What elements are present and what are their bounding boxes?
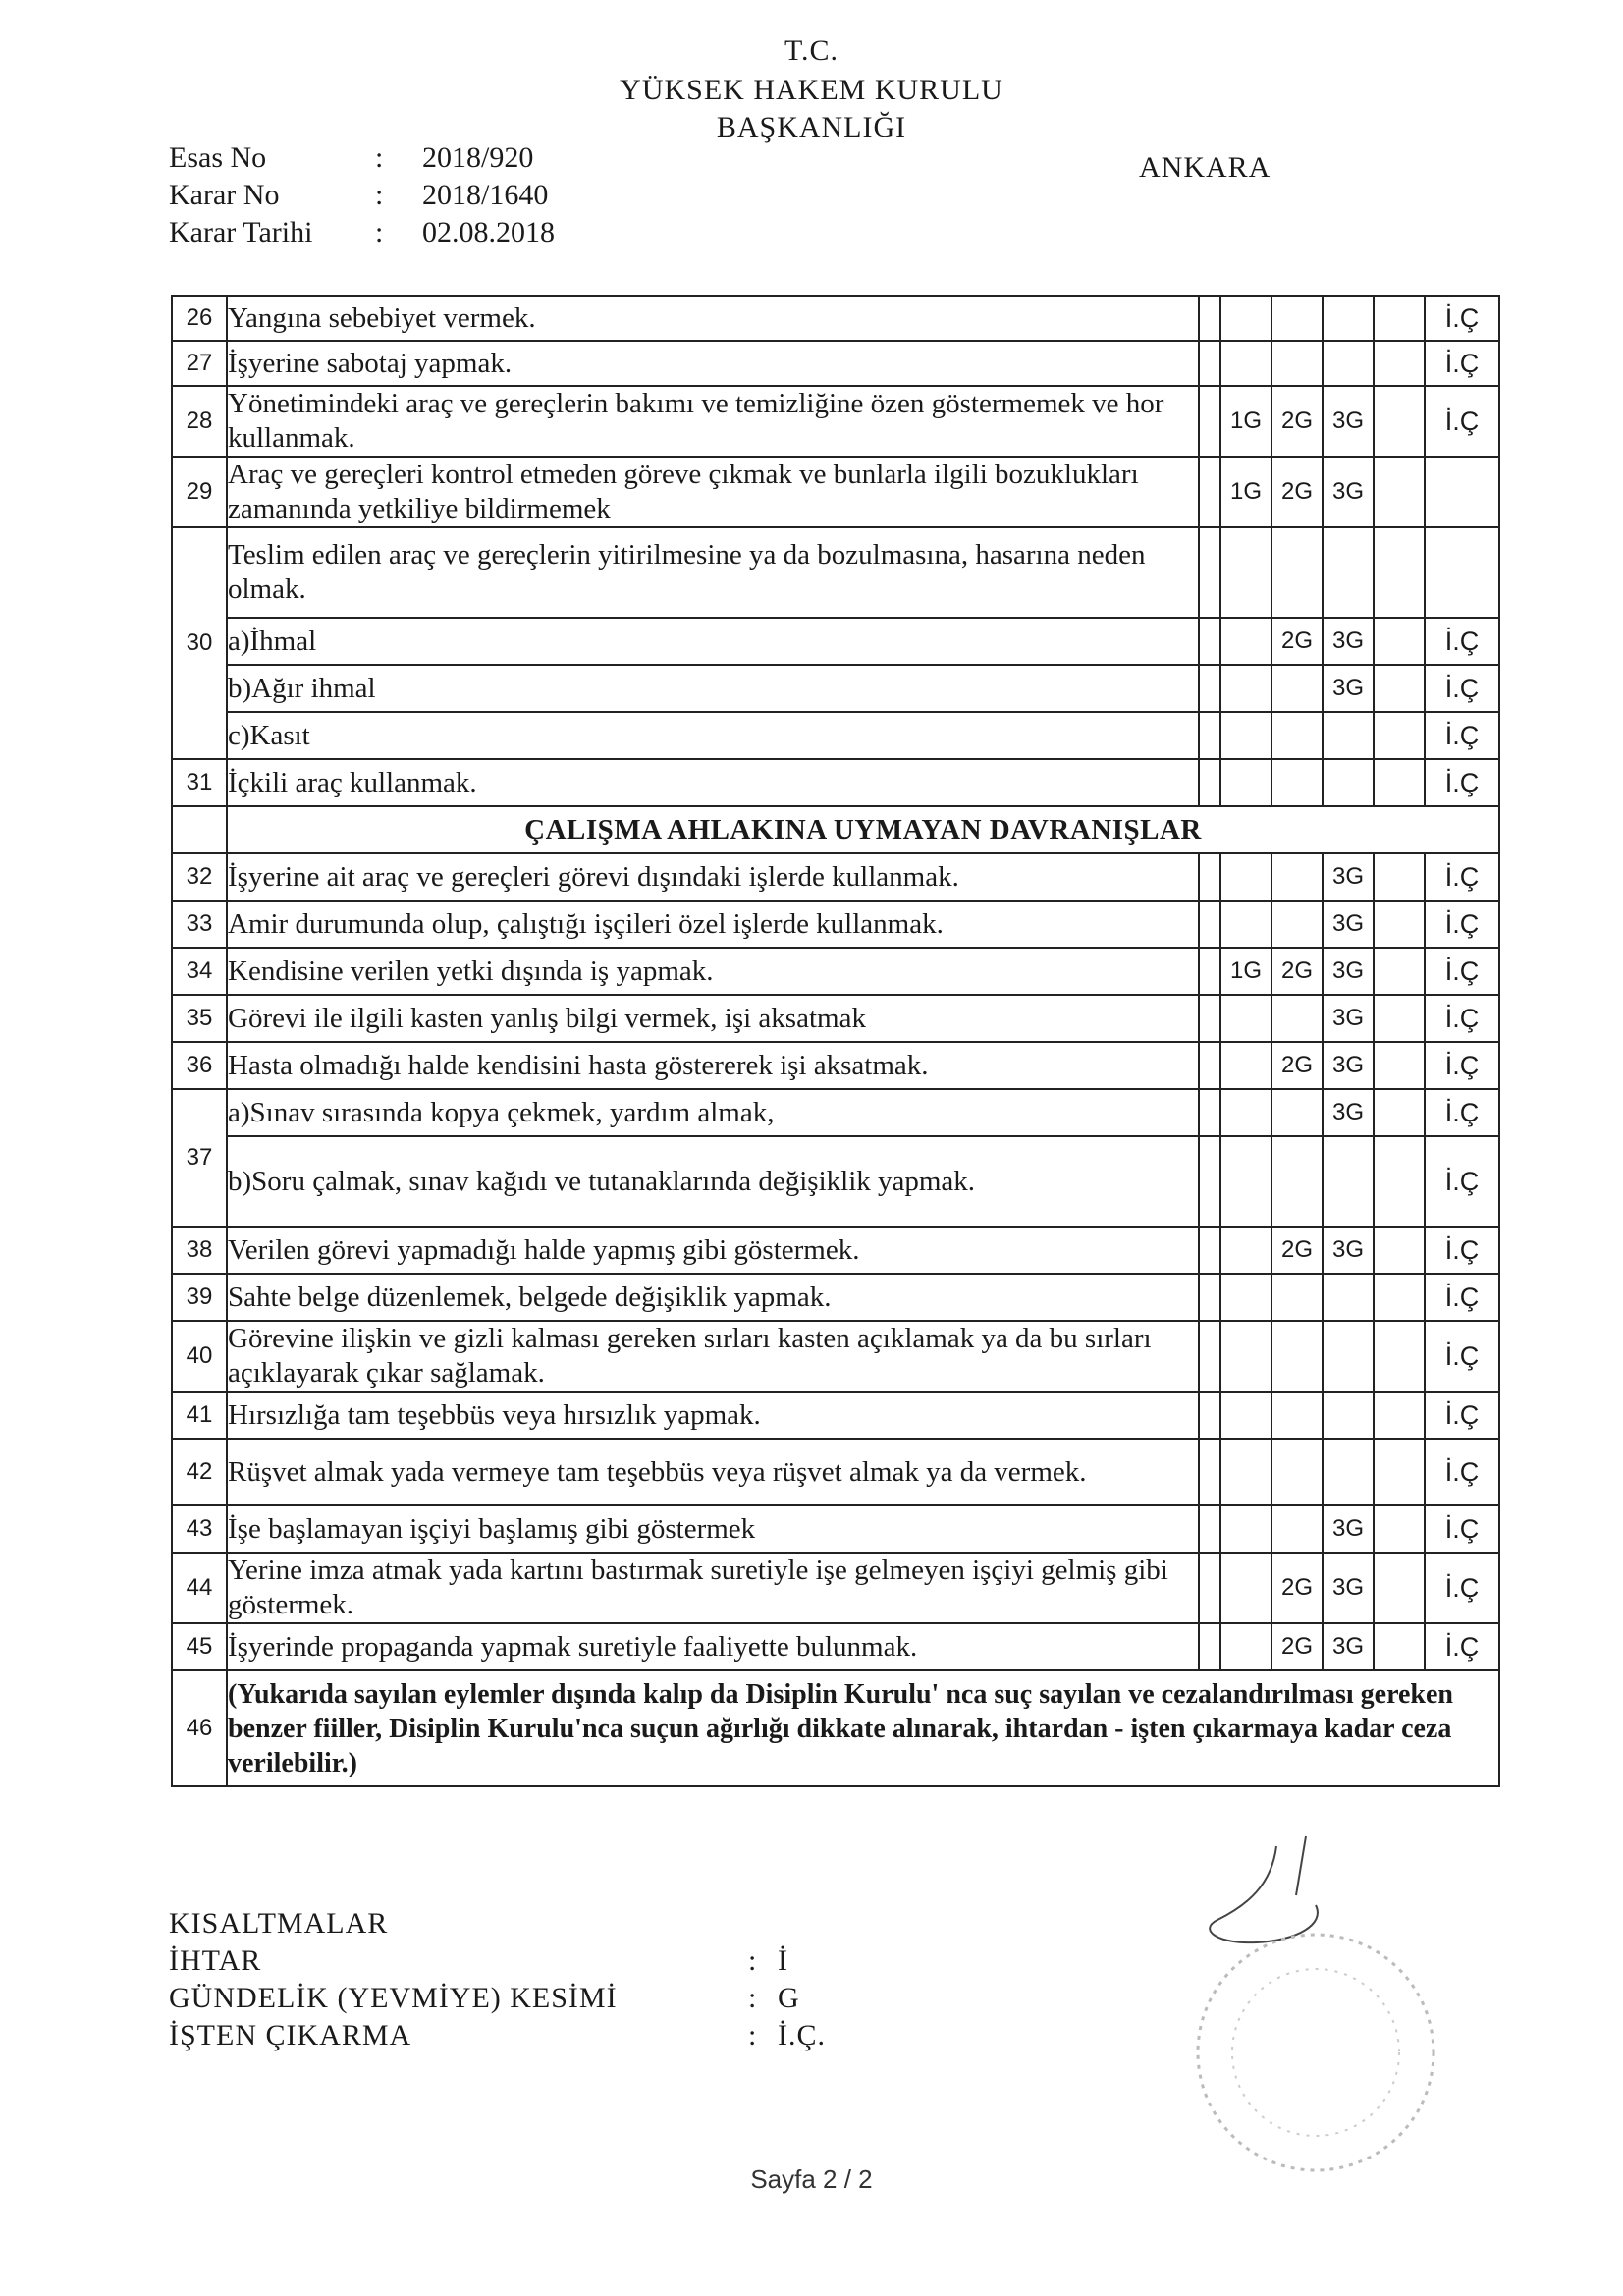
rule-text: Sahte belge düzenlemek, belgede değişiklik yapmak.	[227, 1274, 1199, 1321]
rule-text: Görevine ilişkin ve gizli kalması gereken sırları kasten açıklamak ya da bu sırları açıklayarak çıkar sağlamak.	[227, 1321, 1199, 1392]
table-row	[172, 712, 1499, 759]
penalty-cell	[1199, 1089, 1220, 1136]
penalty-cell	[1374, 1274, 1425, 1321]
rule-text: b)Soru çalmak, sınav kağıdı ve tutanaklarında değişiklik yapmak.	[227, 1136, 1199, 1227]
penalty-dismissal	[1425, 527, 1499, 618]
penalty-dismissal: İ.Ç	[1425, 853, 1499, 901]
penalty-cell	[1374, 386, 1425, 457]
penalty-dismissal: İ.Ç	[1425, 901, 1499, 948]
penalty-cell	[1220, 1505, 1271, 1553]
meta-row-karar	[169, 177, 555, 214]
table-row	[172, 1089, 1499, 1136]
penalty-cell	[1199, 901, 1220, 948]
penalty-cell: 3G	[1323, 948, 1374, 995]
penalty-cell	[1220, 341, 1271, 386]
meta-row-esas	[169, 139, 555, 177]
penalty-cell	[1323, 759, 1374, 806]
penalty-cell	[1374, 1505, 1425, 1553]
table-row	[172, 457, 1499, 527]
rule-text: Araç ve gereçleri kontrol etmeden göreve çıkmak ve bunlarla ilgili bozuklukları zamanında yetkiliye bildirmemek	[227, 457, 1199, 527]
penalty-cell	[1323, 296, 1374, 341]
table-row	[172, 1439, 1499, 1505]
row-number: 33	[172, 901, 227, 948]
penalty-cell	[1199, 1439, 1220, 1505]
penalty-cell: 2G	[1271, 457, 1323, 527]
row-number: 31	[172, 759, 227, 806]
penalty-dismissal: İ.Ç	[1425, 1392, 1499, 1439]
penalty-cell: 3G	[1323, 1227, 1374, 1274]
abbr-value: İ	[778, 1944, 788, 1977]
abbr-label: İHTAR	[169, 1944, 262, 1977]
penalty-dismissal: İ.Ç	[1425, 712, 1499, 759]
rule-text: a)Sınav sırasında kopya çekmek, yardım almak,	[227, 1089, 1199, 1136]
penalty-cell	[1199, 341, 1220, 386]
penalty-cell	[1199, 995, 1220, 1042]
penalty-cell	[1220, 853, 1271, 901]
penalty-cell: 3G	[1323, 995, 1374, 1042]
penalty-cell	[1199, 618, 1220, 665]
abbreviations-title: KISALTMALAR	[169, 1907, 389, 1940]
rule-text: Kendisine verilen yetki dışında iş yapmak.	[227, 948, 1199, 995]
table-row	[172, 296, 1499, 341]
penalty-dismissal: İ.Ç	[1425, 995, 1499, 1042]
section-num-cell	[172, 806, 227, 853]
rule-text: İşyerinde propaganda yapmak suretiyle faaliyette bulunmak.	[227, 1623, 1199, 1670]
penalty-cell	[1374, 712, 1425, 759]
row-number: 46	[172, 1670, 227, 1786]
row-number: 43	[172, 1505, 227, 1553]
penalty-cell	[1220, 665, 1271, 712]
penalty-cell	[1199, 1553, 1220, 1623]
penalty-cell	[1199, 712, 1220, 759]
row-number: 37	[172, 1089, 227, 1227]
penalty-cell	[1374, 527, 1425, 618]
table-row	[172, 1136, 1499, 1227]
section-row	[172, 806, 1499, 853]
row-number: 32	[172, 853, 227, 901]
penalty-dismissal: İ.Ç	[1425, 1553, 1499, 1623]
header-presidency: BAŞKANLIĞI	[716, 111, 907, 143]
penalty-cell	[1271, 853, 1323, 901]
row-number: 26	[172, 296, 227, 341]
penalty-cell	[1374, 665, 1425, 712]
table-row	[172, 995, 1499, 1042]
abbr-row	[169, 1942, 826, 1980]
row-number: 35	[172, 995, 227, 1042]
table-row-46	[172, 1670, 1499, 1786]
city-label: ANKARA	[1139, 151, 1271, 184]
penalty-cell	[1374, 1227, 1425, 1274]
penalty-cell	[1199, 1392, 1220, 1439]
table-row	[172, 1623, 1499, 1670]
rule-text: a)İhmal	[227, 618, 1199, 665]
penalty-cell: 2G	[1271, 948, 1323, 995]
penalty-cell	[1374, 1136, 1425, 1227]
penalty-cell	[1271, 901, 1323, 948]
rule-text: Görevi ile ilgili kasten yanlış bilgi vermek, işi aksatmak	[227, 995, 1199, 1042]
row-number: 28	[172, 386, 227, 457]
penalty-cell	[1374, 457, 1425, 527]
penalty-dismissal: İ.Ç	[1425, 618, 1499, 665]
penalty-cell	[1271, 1274, 1323, 1321]
rule-text: Teslim edilen araç ve gereçlerin yitirilmesine ya da bozulmasına, hasarına neden olmak.	[227, 527, 1199, 618]
penalty-cell	[1374, 1042, 1425, 1089]
table-row	[172, 948, 1499, 995]
penalty-dismissal: İ.Ç	[1425, 1321, 1499, 1392]
penalty-dismissal: İ.Ç	[1425, 948, 1499, 995]
penalty-cell	[1271, 995, 1323, 1042]
penalty-dismissal: İ.Ç	[1425, 1136, 1499, 1227]
rule-text: Yerine imza atmak yada kartını bastırmak suretiyle işe gelmeyen işçiyi gelmiş gibi göstermek.	[227, 1553, 1199, 1623]
penalty-cell	[1374, 1439, 1425, 1505]
penalty-cell	[1271, 1392, 1323, 1439]
row-number: 39	[172, 1274, 227, 1321]
penalty-cell	[1199, 386, 1220, 457]
rule-text: İşe başlamayan işçiyi başlamış gibi göstermek	[227, 1505, 1199, 1553]
penalty-dismissal	[1425, 457, 1499, 527]
abbr-value: G	[778, 1982, 800, 2014]
header-institution: YÜKSEK HAKEM KURULU	[620, 74, 1003, 106]
penalty-cell	[1271, 1439, 1323, 1505]
penalty-cell: 1G	[1220, 457, 1271, 527]
penalty-cell	[1199, 1042, 1220, 1089]
penalty-cell	[1199, 1274, 1220, 1321]
penalty-cell: 2G	[1271, 1227, 1323, 1274]
penalty-dismissal: İ.Ç	[1425, 1505, 1499, 1553]
row-number: 40	[172, 1321, 227, 1392]
section-title: ÇALIŞMA AHLAKINA UYMAYAN DAVRANIŞLAR	[227, 806, 1499, 853]
penalty-cell	[1220, 1392, 1271, 1439]
penalty-cell: 2G	[1271, 386, 1323, 457]
penalty-cell	[1199, 1321, 1220, 1392]
penalty-cell	[1220, 901, 1271, 948]
penalty-cell	[1220, 1227, 1271, 1274]
penalty-cell	[1374, 618, 1425, 665]
row-number: 27	[172, 341, 227, 386]
rule-text: c)Kasıt	[227, 712, 1199, 759]
penalty-cell	[1374, 901, 1425, 948]
penalty-cell	[1199, 296, 1220, 341]
penalty-cell	[1199, 948, 1220, 995]
rule-text: b)Ağır ihmal	[227, 665, 1199, 712]
row-number: 44	[172, 1553, 227, 1623]
penalty-cell	[1199, 1136, 1220, 1227]
rule-text: Yangına sebebiyet vermek.	[227, 296, 1199, 341]
penalty-dismissal: İ.Ç	[1425, 1227, 1499, 1274]
penalty-cell: 3G	[1323, 618, 1374, 665]
penalty-cell	[1220, 1274, 1271, 1321]
meta-value: 2018/920	[422, 141, 534, 174]
penalty-cell	[1323, 1439, 1374, 1505]
penalty-cell	[1271, 665, 1323, 712]
row-number: 36	[172, 1042, 227, 1089]
abbr-label: GÜNDELİK (YEVMİYE) KESİMİ	[169, 1982, 618, 2014]
meta-row-date	[169, 214, 555, 251]
abbr-sep: :	[748, 1944, 758, 1977]
penalty-cell	[1271, 712, 1323, 759]
penalty-cell	[1374, 1623, 1425, 1670]
penalty-cell	[1271, 1136, 1323, 1227]
rule-text: İşyerine ait araç ve gereçleri görevi dışındaki işlerde kullanmak.	[227, 853, 1199, 901]
penalty-cell	[1323, 712, 1374, 759]
penalty-cell	[1199, 759, 1220, 806]
meta-sep: :	[375, 179, 384, 211]
penalty-cell	[1199, 1623, 1220, 1670]
penalty-cell	[1199, 457, 1220, 527]
penalty-dismissal: İ.Ç	[1425, 665, 1499, 712]
faded-stamp-seal	[1168, 1905, 1463, 2200]
penalty-cell	[1220, 1136, 1271, 1227]
penalty-cell	[1374, 1392, 1425, 1439]
penalty-cell	[1374, 296, 1425, 341]
table-row	[172, 853, 1499, 901]
table-row	[172, 1274, 1499, 1321]
rule-text: Amir durumunda olup, çalıştığı işçileri özel işlerde kullanmak.	[227, 901, 1199, 948]
meta-label: Karar No	[169, 179, 280, 211]
abbreviations	[169, 1905, 826, 2054]
penalty-cell	[1323, 341, 1374, 386]
rule-text: Hırsızlığa tam teşebbüs veya hırsızlık yapmak.	[227, 1392, 1199, 1439]
header-tc: T.C.	[784, 34, 839, 67]
penalty-cell	[1323, 527, 1374, 618]
penalty-cell	[1220, 527, 1271, 618]
row-number: 30	[172, 527, 227, 759]
penalty-cell	[1220, 1553, 1271, 1623]
penalty-dismissal: İ.Ç	[1425, 341, 1499, 386]
penalty-cell	[1220, 1439, 1271, 1505]
table-row	[172, 527, 1499, 618]
penalty-cell	[1374, 1321, 1425, 1392]
penalty-cell: 3G	[1323, 665, 1374, 712]
penalty-cell: 3G	[1323, 853, 1374, 901]
penalty-cell	[1323, 1136, 1374, 1227]
table-row	[172, 1392, 1499, 1439]
disciplinary-table	[171, 295, 1500, 1787]
table-row	[172, 665, 1499, 712]
table-row	[172, 341, 1499, 386]
row-number: 45	[172, 1623, 227, 1670]
penalty-cell	[1220, 1089, 1271, 1136]
penalty-cell: 2G	[1271, 1623, 1323, 1670]
penalty-cell	[1220, 759, 1271, 806]
meta-label: Karar Tarihi	[169, 216, 313, 248]
rule-text: Yönetimindeki araç ve gereçlerin bakımı ve temizliğine özen göstermemek ve hor kullanmak.	[227, 386, 1199, 457]
penalty-cell: 1G	[1220, 386, 1271, 457]
abbr-row	[169, 2017, 826, 2054]
penalty-cell	[1323, 1274, 1374, 1321]
penalty-dismissal: İ.Ç	[1425, 1274, 1499, 1321]
table-row	[172, 1553, 1499, 1623]
penalty-cell	[1220, 1321, 1271, 1392]
penalty-cell	[1271, 759, 1323, 806]
penalty-cell: 1G	[1220, 948, 1271, 995]
table-row	[172, 386, 1499, 457]
abbr-row	[169, 1980, 826, 2017]
penalty-cell	[1374, 1553, 1425, 1623]
penalty-cell: 2G	[1271, 618, 1323, 665]
penalty-cell	[1220, 712, 1271, 759]
penalty-cell	[1323, 1321, 1374, 1392]
penalty-cell: 3G	[1323, 386, 1374, 457]
penalty-cell	[1271, 1321, 1323, 1392]
row-number: 42	[172, 1439, 227, 1505]
table-row	[172, 618, 1499, 665]
penalty-cell: 3G	[1323, 1042, 1374, 1089]
penalty-cell	[1220, 618, 1271, 665]
row-number: 34	[172, 948, 227, 995]
penalty-cell: 3G	[1323, 1505, 1374, 1553]
meta-sep: :	[375, 216, 384, 248]
penalty-cell	[1271, 296, 1323, 341]
abbr-label: İŞTEN ÇIKARMA	[169, 2019, 412, 2051]
rule-text: Hasta olmadığı halde kendisini hasta göstererek işi aksatmak.	[227, 1042, 1199, 1089]
penalty-dismissal: İ.Ç	[1425, 1042, 1499, 1089]
table-row	[172, 1227, 1499, 1274]
penalty-cell	[1220, 296, 1271, 341]
abbr-value: İ.Ç.	[778, 2019, 826, 2051]
penalty-cell	[1374, 759, 1425, 806]
abbr-sep: :	[748, 2019, 758, 2051]
table-row	[172, 759, 1499, 806]
penalty-cell	[1220, 1623, 1271, 1670]
meta-value: 02.08.2018	[422, 216, 555, 248]
penalty-cell	[1199, 665, 1220, 712]
penalty-cell	[1374, 995, 1425, 1042]
penalty-cell	[1323, 1392, 1374, 1439]
penalty-dismissal: İ.Ç	[1425, 296, 1499, 341]
meta-label: Esas No	[169, 141, 267, 174]
penalty-dismissal: İ.Ç	[1425, 1623, 1499, 1670]
penalty-cell: 2G	[1271, 1553, 1323, 1623]
row-number: 38	[172, 1227, 227, 1274]
penalty-cell	[1199, 1505, 1220, 1553]
table-row	[172, 1505, 1499, 1553]
meta-sep: :	[375, 141, 384, 174]
case-meta	[169, 139, 555, 251]
page-number: Sayfa 2 / 2	[750, 2164, 873, 2194]
penalty-dismissal: İ.Ç	[1425, 1439, 1499, 1505]
row-number: 41	[172, 1392, 227, 1439]
penalty-cell	[1220, 995, 1271, 1042]
rule-text: İçkili araç kullanmak.	[227, 759, 1199, 806]
penalty-dismissal: İ.Ç	[1425, 1089, 1499, 1136]
abbr-sep: :	[748, 1982, 758, 2014]
penalty-cell	[1199, 853, 1220, 901]
penalty-cell: 3G	[1323, 1089, 1374, 1136]
penalty-cell	[1271, 527, 1323, 618]
penalty-cell: 3G	[1323, 1623, 1374, 1670]
general-clause-text: (Yukarıda sayılan eylemler dışında kalıp da Disiplin Kurulu' nca suç sayılan ve cezalandırılması gereken benzer fiiller, Disiplin Kurulu'nca suçun ağırlığı dikkate alınarak, ihtardan - işten çıkarmaya kadar ceza verilebilir.)	[227, 1670, 1499, 1786]
row-number: 29	[172, 457, 227, 527]
penalty-cell	[1271, 341, 1323, 386]
penalty-cell: 3G	[1323, 1553, 1374, 1623]
penalty-cell	[1374, 341, 1425, 386]
penalty-cell: 3G	[1323, 457, 1374, 527]
penalty-cell	[1374, 1089, 1425, 1136]
penalty-cell	[1220, 1042, 1271, 1089]
penalty-cell: 3G	[1323, 901, 1374, 948]
table-row	[172, 1042, 1499, 1089]
penalty-cell	[1271, 1505, 1323, 1553]
penalty-cell: 2G	[1271, 1042, 1323, 1089]
rule-text: İşyerine sabotaj yapmak.	[227, 341, 1199, 386]
penalty-cell	[1374, 853, 1425, 901]
meta-value: 2018/1640	[422, 179, 549, 211]
penalty-cell	[1271, 1089, 1323, 1136]
penalty-dismissal: İ.Ç	[1425, 386, 1499, 457]
penalty-cell	[1199, 1227, 1220, 1274]
rule-text: Rüşvet almak yada vermeye tam teşebbüs veya rüşvet almak ya da vermek.	[227, 1439, 1199, 1505]
table-row	[172, 901, 1499, 948]
rule-text: Verilen görevi yapmadığı halde yapmış gibi göstermek.	[227, 1227, 1199, 1274]
penalty-cell	[1199, 527, 1220, 618]
table-row	[172, 1321, 1499, 1392]
penalty-dismissal: İ.Ç	[1425, 759, 1499, 806]
penalty-cell	[1374, 948, 1425, 995]
